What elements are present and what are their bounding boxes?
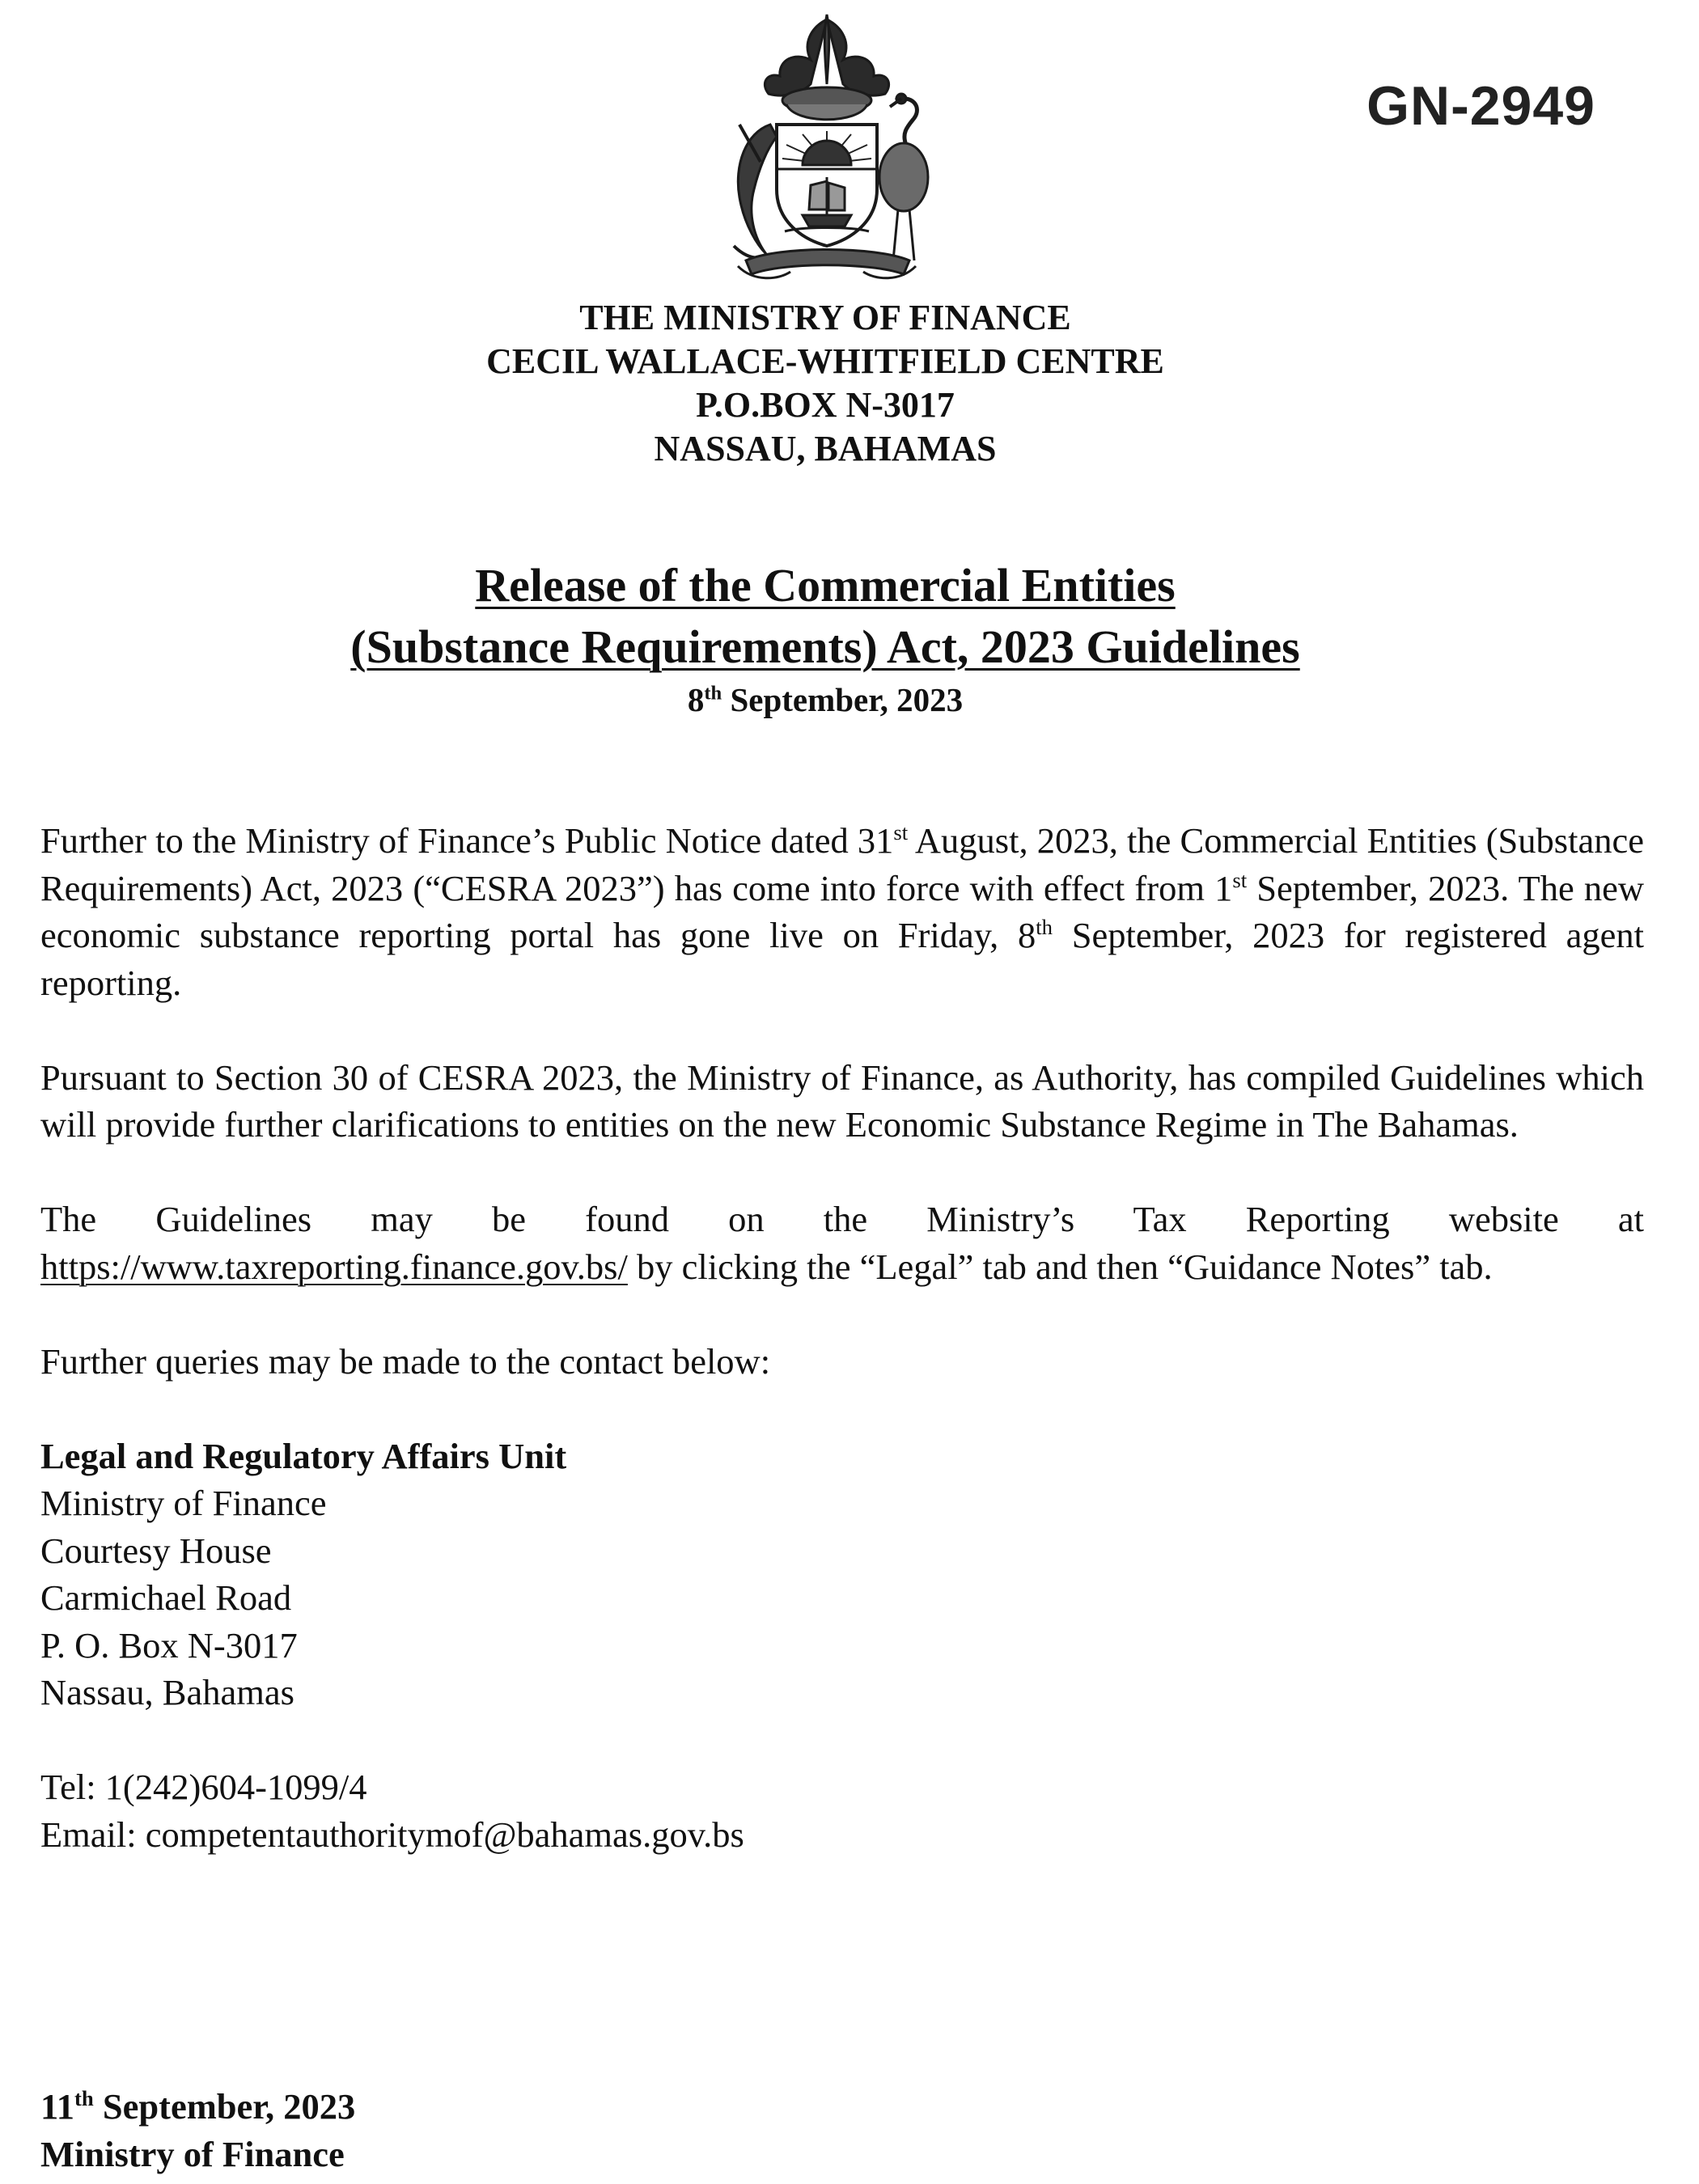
- paragraph-guidelines-location: The Guidelines may be found on the Ministry’s Tax Reporting website at https://www.taxreporting.finance.gov.bs/ by clicking the “Legal” tab and then “Guidance Notes” tab.: [40, 1199, 1644, 1287]
- contact-line-ministry: Ministry of Finance: [40, 1483, 327, 1523]
- paragraph-further-queries: Further queries may be made to the contact below:: [40, 1340, 771, 1382]
- contact-telephone: Tel: 1(242)604-1099/4: [40, 1767, 367, 1807]
- contact-block: [40, 1433, 1644, 1859]
- contact-line-road: Carmichael Road: [40, 1577, 292, 1618]
- signature-block: [40, 2083, 355, 2178]
- notice-title: [0, 555, 1650, 720]
- signature-organization: Ministry of Finance: [40, 2133, 345, 2174]
- header-line-city: NASSAU, BAHAMAS: [654, 429, 997, 468]
- coat-of-arms-emblem: [689, 3, 964, 286]
- header-line-pobox: P.O.BOX N-3017: [696, 385, 955, 425]
- ministry-address-header: [0, 296, 1650, 471]
- header-line-ministry: THE MINISTRY OF FINANCE: [579, 298, 1071, 337]
- contact-line-building: Courtesy House: [40, 1530, 272, 1571]
- paragraph-cesra-in-force: Further to the Ministry of Finance’s Public Notice dated 31st August, 2023, the Commercial Entities (Substance Requirements) Act, 2023 (“CESRA 2023”) has come into force with effect from 1st September, 2023. The new economic substance reporting portal has gone live on Friday, 8th September, 2023 for registered agent reporting.: [40, 820, 1644, 1003]
- header-line-centre: CECIL WALLACE-WHITFIELD CENTRE: [486, 341, 1164, 381]
- title-date: 8th September, 2023: [687, 681, 964, 718]
- notice-number: GN-2949: [1366, 75, 1595, 137]
- title-line-2: (Substance Requirements) Act, 2023 Guidelines: [350, 620, 1300, 673]
- notice-body: [40, 817, 1644, 1858]
- title-line-1: Release of the Commercial Entities: [475, 559, 1176, 612]
- contact-line-pobox: P. O. Box N-3017: [40, 1624, 298, 1666]
- tax-reporting-website-link[interactable]: https://www.taxreporting.finance.gov.bs/: [40, 1246, 628, 1287]
- contact-email: Email: competentauthoritymof@bahamas.gov.bs: [40, 1814, 744, 1855]
- contact-unit-name: Legal and Regulatory Affairs Unit: [40, 1435, 567, 1476]
- paragraph-guidelines-compiled: Pursuant to Section 30 of CESRA 2023, the Ministry of Finance, as Authority, has compiled Guidelines which will provide further clarifications to entities on the new Economic Substance Regime in The Bahamas.: [40, 1056, 1644, 1145]
- signature-date: 11th September, 2023: [40, 2086, 356, 2127]
- contact-line-city: Nassau, Bahamas: [40, 1672, 294, 1712]
